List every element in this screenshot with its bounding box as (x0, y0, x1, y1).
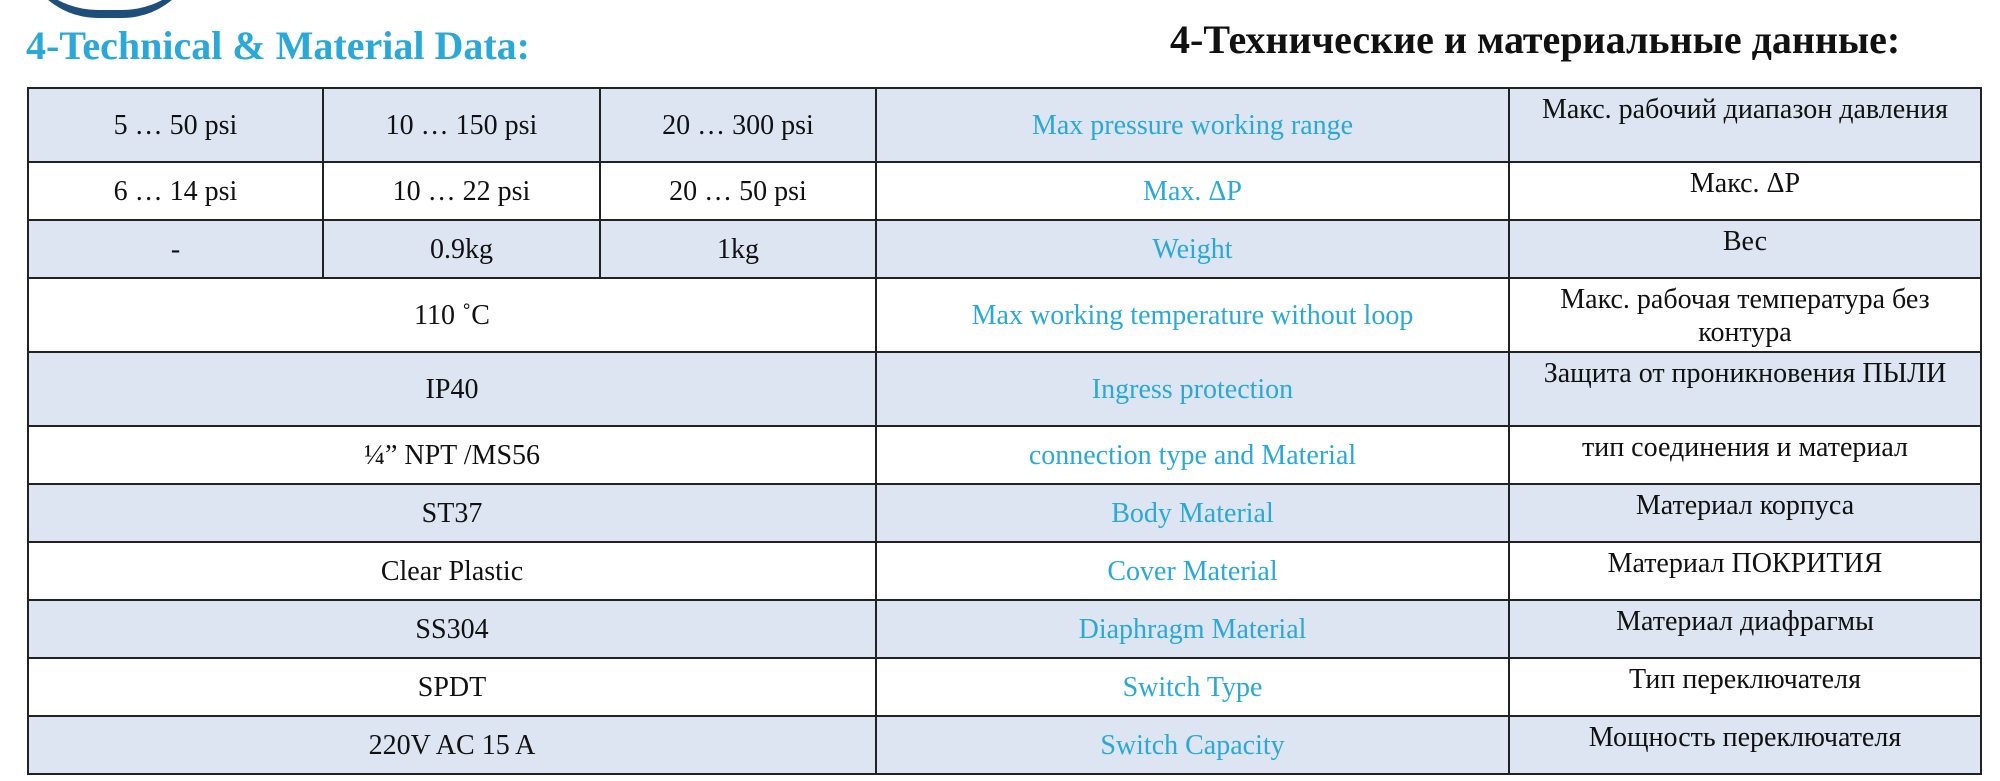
label-ru-cell: Макс. ΔP (1509, 162, 1981, 220)
label-ru-cell: Материал диафрагмы (1509, 600, 1981, 658)
label-ru-cell: Мощность переключателя (1509, 716, 1981, 774)
label-ru-cell: Макс. рабочая температура без контура (1509, 278, 1981, 352)
table-row (28, 484, 1981, 542)
value-cell: SS304 (28, 600, 876, 658)
label-en-cell: Weight (876, 220, 1509, 278)
label-ru-cell: Материал корпуса (1509, 484, 1981, 542)
label-ru-cell: Защита от проникновения ПЫЛИ (1509, 352, 1981, 426)
value-cell: 6 … 14 psi (28, 162, 323, 220)
value-cell: 220V AC 15 A (28, 716, 876, 774)
label-en-cell: Diaphragm Material (876, 600, 1509, 658)
table-row (28, 278, 1981, 352)
table-row (28, 220, 1981, 278)
label-en-cell: Body Material (876, 484, 1509, 542)
value-cell: ST37 (28, 484, 876, 542)
table-row (28, 600, 1981, 658)
label-ru-cell: Вес (1509, 220, 1981, 278)
value-cell: SPDT (28, 658, 876, 716)
label-en-cell: Switch Capacity (876, 716, 1509, 774)
value-cell: Clear Plastic (28, 542, 876, 600)
value-cell: 20 … 300 psi (600, 88, 876, 162)
label-en-cell: connection type and Material (876, 426, 1509, 484)
logo-arc (20, 0, 200, 18)
value-cell: 110 ˚C (28, 278, 876, 352)
section-title-en: 4-Technical & Material Data: (26, 23, 530, 68)
table-row (28, 716, 1981, 774)
label-en-cell: Switch Type (876, 658, 1509, 716)
value-cell: - (28, 220, 323, 278)
value-cell: IP40 (28, 352, 876, 426)
label-en-cell: Ingress protection (876, 352, 1509, 426)
label-en-cell: Max working temperature without loop (876, 278, 1509, 352)
value-cell: ¼” NPT /MS56 (28, 426, 876, 484)
label-en-cell: Cover Material (876, 542, 1509, 600)
section-title-ru: 4-Технические и материальные данные: (1170, 17, 1901, 62)
value-cell: 10 … 22 psi (323, 162, 600, 220)
value-cell: 20 … 50 psi (600, 162, 876, 220)
value-cell: 10 … 150 psi (323, 88, 600, 162)
label-en-cell: Max. ΔP (876, 162, 1509, 220)
value-cell: 1kg (600, 220, 876, 278)
value-cell: 5 … 50 psi (28, 88, 323, 162)
label-ru-cell: Материал ПОКРИТИЯ (1509, 542, 1981, 600)
table-row (28, 88, 1981, 162)
value-cell: 0.9kg (323, 220, 600, 278)
label-en-cell: Max pressure working range (876, 88, 1509, 162)
label-ru-cell: тип соединения и материал (1509, 426, 1981, 484)
table-row (28, 542, 1981, 600)
technical-data-table (27, 87, 1982, 775)
table-row (28, 658, 1981, 716)
label-ru-cell: Тип переключателя (1509, 658, 1981, 716)
table-row (28, 162, 1981, 220)
table-row (28, 352, 1981, 426)
table-row (28, 426, 1981, 484)
label-ru-cell: Макс. рабочий диапазон давления (1509, 88, 1981, 162)
